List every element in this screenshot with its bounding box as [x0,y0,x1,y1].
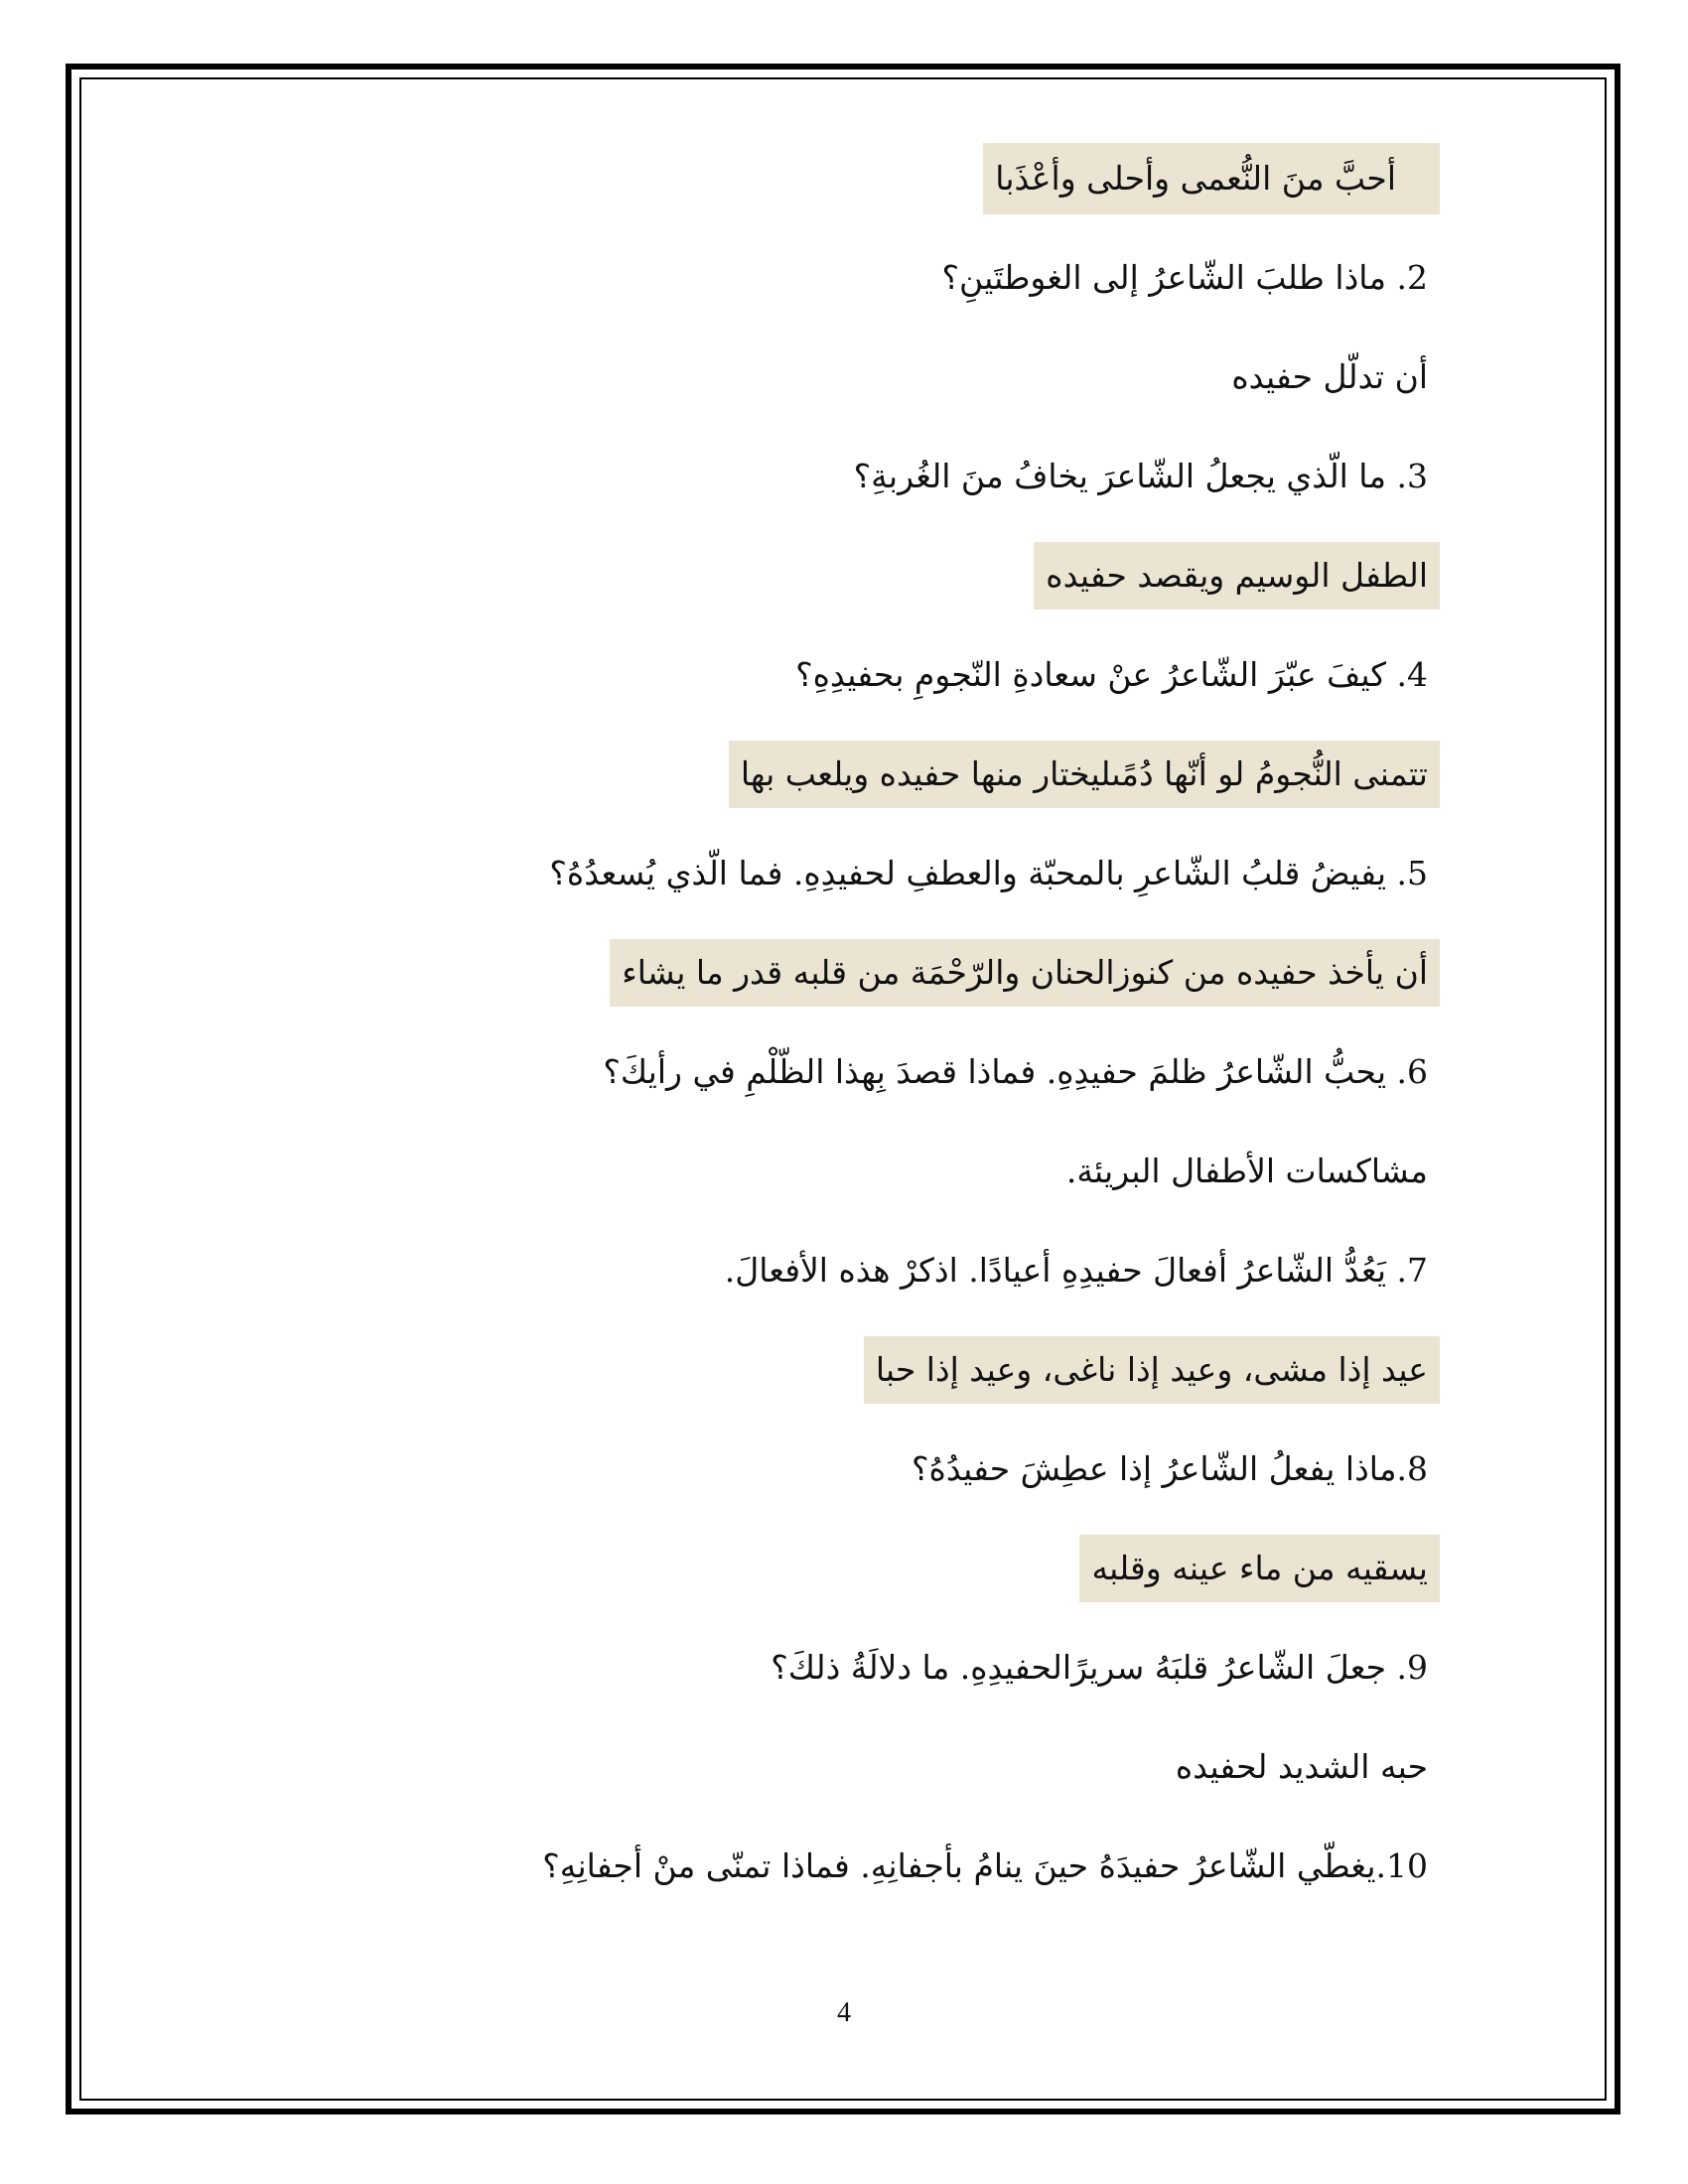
question-8 [149,1420,1440,1519]
answer-2 [149,328,1440,427]
question-text: 9. جعلَ الشّاعرُ قلبَهُ سريرًالحفيدِهِ. ما دلالَةُ ذلكَ؟ [771,1648,1428,1687]
document-body [149,129,1440,1916]
answer-4 [149,725,1440,824]
question-text: 3. ما الّذي يجعلُ الشّاعرَ يخافُ منَ الغُربةِ؟ [853,457,1428,495]
answer-text: أن تدلّل حفيده [1231,357,1428,396]
question-text: 6. يحبُّ الشّاعرُ ظلمَ حفيدِهِ. فماذا قصدَ بِهذا الظّلْمِ في رأيكَ؟ [603,1052,1428,1091]
question-9 [149,1618,1440,1717]
answer-7 [149,1320,1440,1420]
question-text: 4. كيفَ عبّرَ الشّاعرُ عنْ سعادةِ النّجومِ بحفيدِهِ؟ [795,655,1428,694]
question-text: 10.يغطّي الشّاعرُ حفيدَهُ حينَ ينامُ بأجفانِهِ. فماذا تمنّى منْ أجفانِهِ؟ [542,1846,1428,1885]
answer-text: حبه الشديد لحفيده [1175,1747,1428,1786]
question-text: 7. يَعُدُّ الشّاعرُ أفعالَ حفيدِهِ أعيادًا. اذكرْ هذه الأفعالَ. [724,1251,1428,1290]
verse-line [149,129,1440,228]
answer-8 [149,1519,1440,1618]
highlighted-answer: يسقيه من ماء عينه وقلبه [1079,1535,1440,1602]
answer-text: مشاكسات الأطفال البريئة. [1065,1152,1428,1190]
question-6 [149,1023,1440,1122]
question-3 [149,427,1440,526]
highlighted-answer: أحبَّ منَ النُّعمى وأحلى وأعْذَبا [983,143,1440,214]
answer-9 [149,1717,1440,1817]
highlighted-answer: عيد إذا مشى، وعيد إذا ناغى، وعيد إذا حبا [864,1336,1440,1404]
question-7 [149,1221,1440,1320]
answer-3 [149,526,1440,625]
question-text: 5. يفيضُ قلبُ الشّاعرِ بالمحبّة والعطفِ لحفيدِهِ. فما الّذي يُسعدُهُ؟ [549,854,1428,892]
question-text: 2. ماذا طلبَ الشّاعرُ إلى الغوطتَينِ؟ [941,258,1428,297]
page-number: 4 [837,1997,851,2028]
question-5 [149,824,1440,923]
question-2 [149,228,1440,328]
answer-5 [149,923,1440,1023]
highlighted-answer: تتمنى النُّجومُ لو أنّها دُمًىليختار منها حفيده ويلعب بها [729,741,1440,808]
answer-6 [149,1122,1440,1221]
highlighted-answer: الطفل الوسيم ويقصد حفيده [1034,542,1440,610]
highlighted-answer: أن يأخذ حفيده من كنوزالحنان والرّحْمَة من قلبه قدر ما يشاء [610,939,1440,1007]
question-10 [149,1817,1440,1916]
question-4 [149,625,1440,725]
question-text: 8.ماذا يفعلُ الشّاعرُ إذا عطِشَ حفيدُهُ؟ [912,1449,1428,1488]
